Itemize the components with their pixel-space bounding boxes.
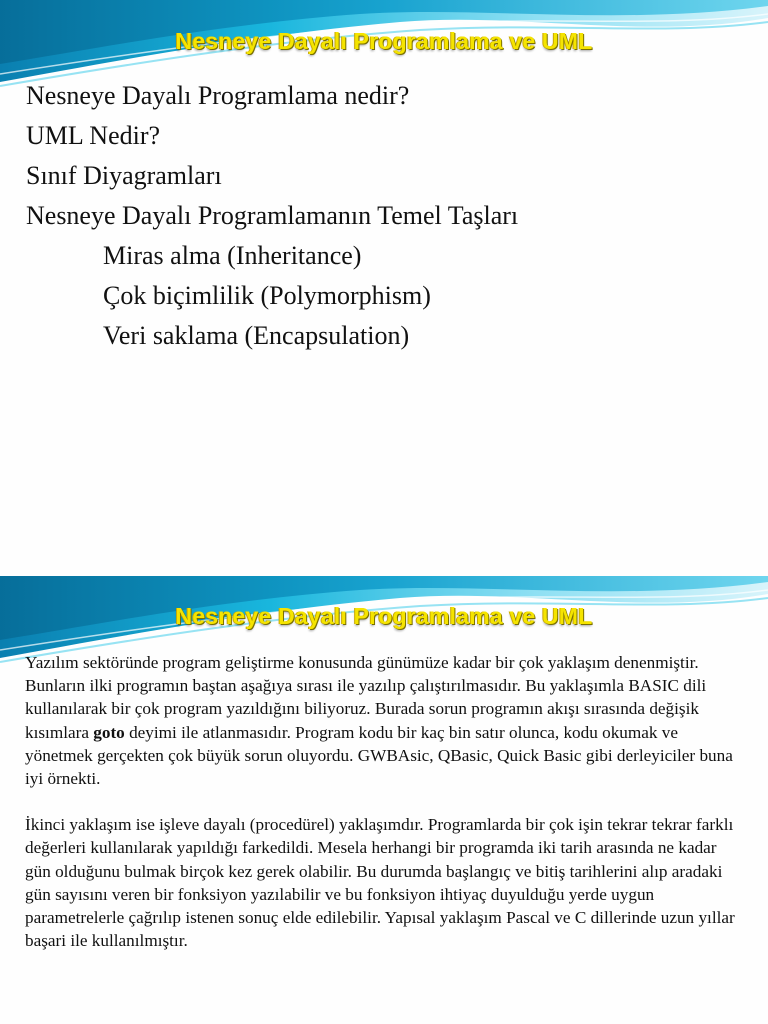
outline-subitem: Miras alma (Inheritance): [103, 241, 362, 270]
outline-item: UML Nedir?: [26, 121, 161, 150]
goto-keyword: goto: [93, 722, 125, 742]
outline-item: Sınıf Diyagramları: [26, 161, 222, 190]
outline-item: Nesneye Dayalı Programlamanın Temel Taşları: [26, 201, 519, 230]
outline-item: Nesneye Dayalı Programlama nedir?: [26, 81, 410, 110]
paragraph-1: [25, 651, 745, 790]
paragraph-1-text-start: Yazılım sektöründe program geliştirme konusunda günümüze kadar bir çok yaklaşım denenmiştir. Bunların ilki programın baştan aşağıya sırası ile yazılıp çalıştırılmasıdır. Bu yaklaşımla BASIC dili kullanılarak bir çok program yazıldığını biliyoruz. Burada sorun programın akışı sırasında değişik kısımlara: [25, 653, 707, 742]
topic-outline: [26, 76, 518, 356]
paragraph-1-text-end: deyimi ile atlanmasıdır. Program kodu bir kaç bin satır olunca, kodu okumak ve yönetmek gerçekten çok büyük sorun oluyordu. GWBAsic, QBasic, Quick Basic gibi derleyiciler buna iyi örnekti.: [25, 722, 733, 789]
slide-title: Nesneye Dayalı Programlama ve UML: [175, 603, 593, 629]
outline-subitem: Çok biçimlilik (Polymorphism): [103, 281, 431, 310]
outline-subitem: Veri saklama (Encapsulation): [103, 321, 410, 350]
slide-body: [25, 651, 745, 952]
slide-2: [0, 576, 768, 1024]
paragraph-2: İkinci yaklaşım ise işleve dayalı (procedürel) yaklaşımdır. Programlarda bir çok işin tekrar tekrar farklı değerleri kullanılarak yapıldığı farkedildi. Mesela herhangi bir programda iki tarih arasında ne kadar gün olduğunu bulmak birçok kez gerek olabilir. Bu durumda başlangıç ve bitiş tarihlerini alıp aradaki gün sayısını veren bir fonksiyon yazılabilir ve bu fonksiyon ihtiyaç duyulduğu yerde uygun parametrelerle çağrılıp istenen sonuç elde edilebilir. Yapısal yaklaşım Pascal ve C dillerinde uzun yıllar başari ile kullanılmıştır.: [25, 815, 735, 951]
slide-title: Nesneye Dayalı Programlama ve UML: [175, 28, 593, 54]
